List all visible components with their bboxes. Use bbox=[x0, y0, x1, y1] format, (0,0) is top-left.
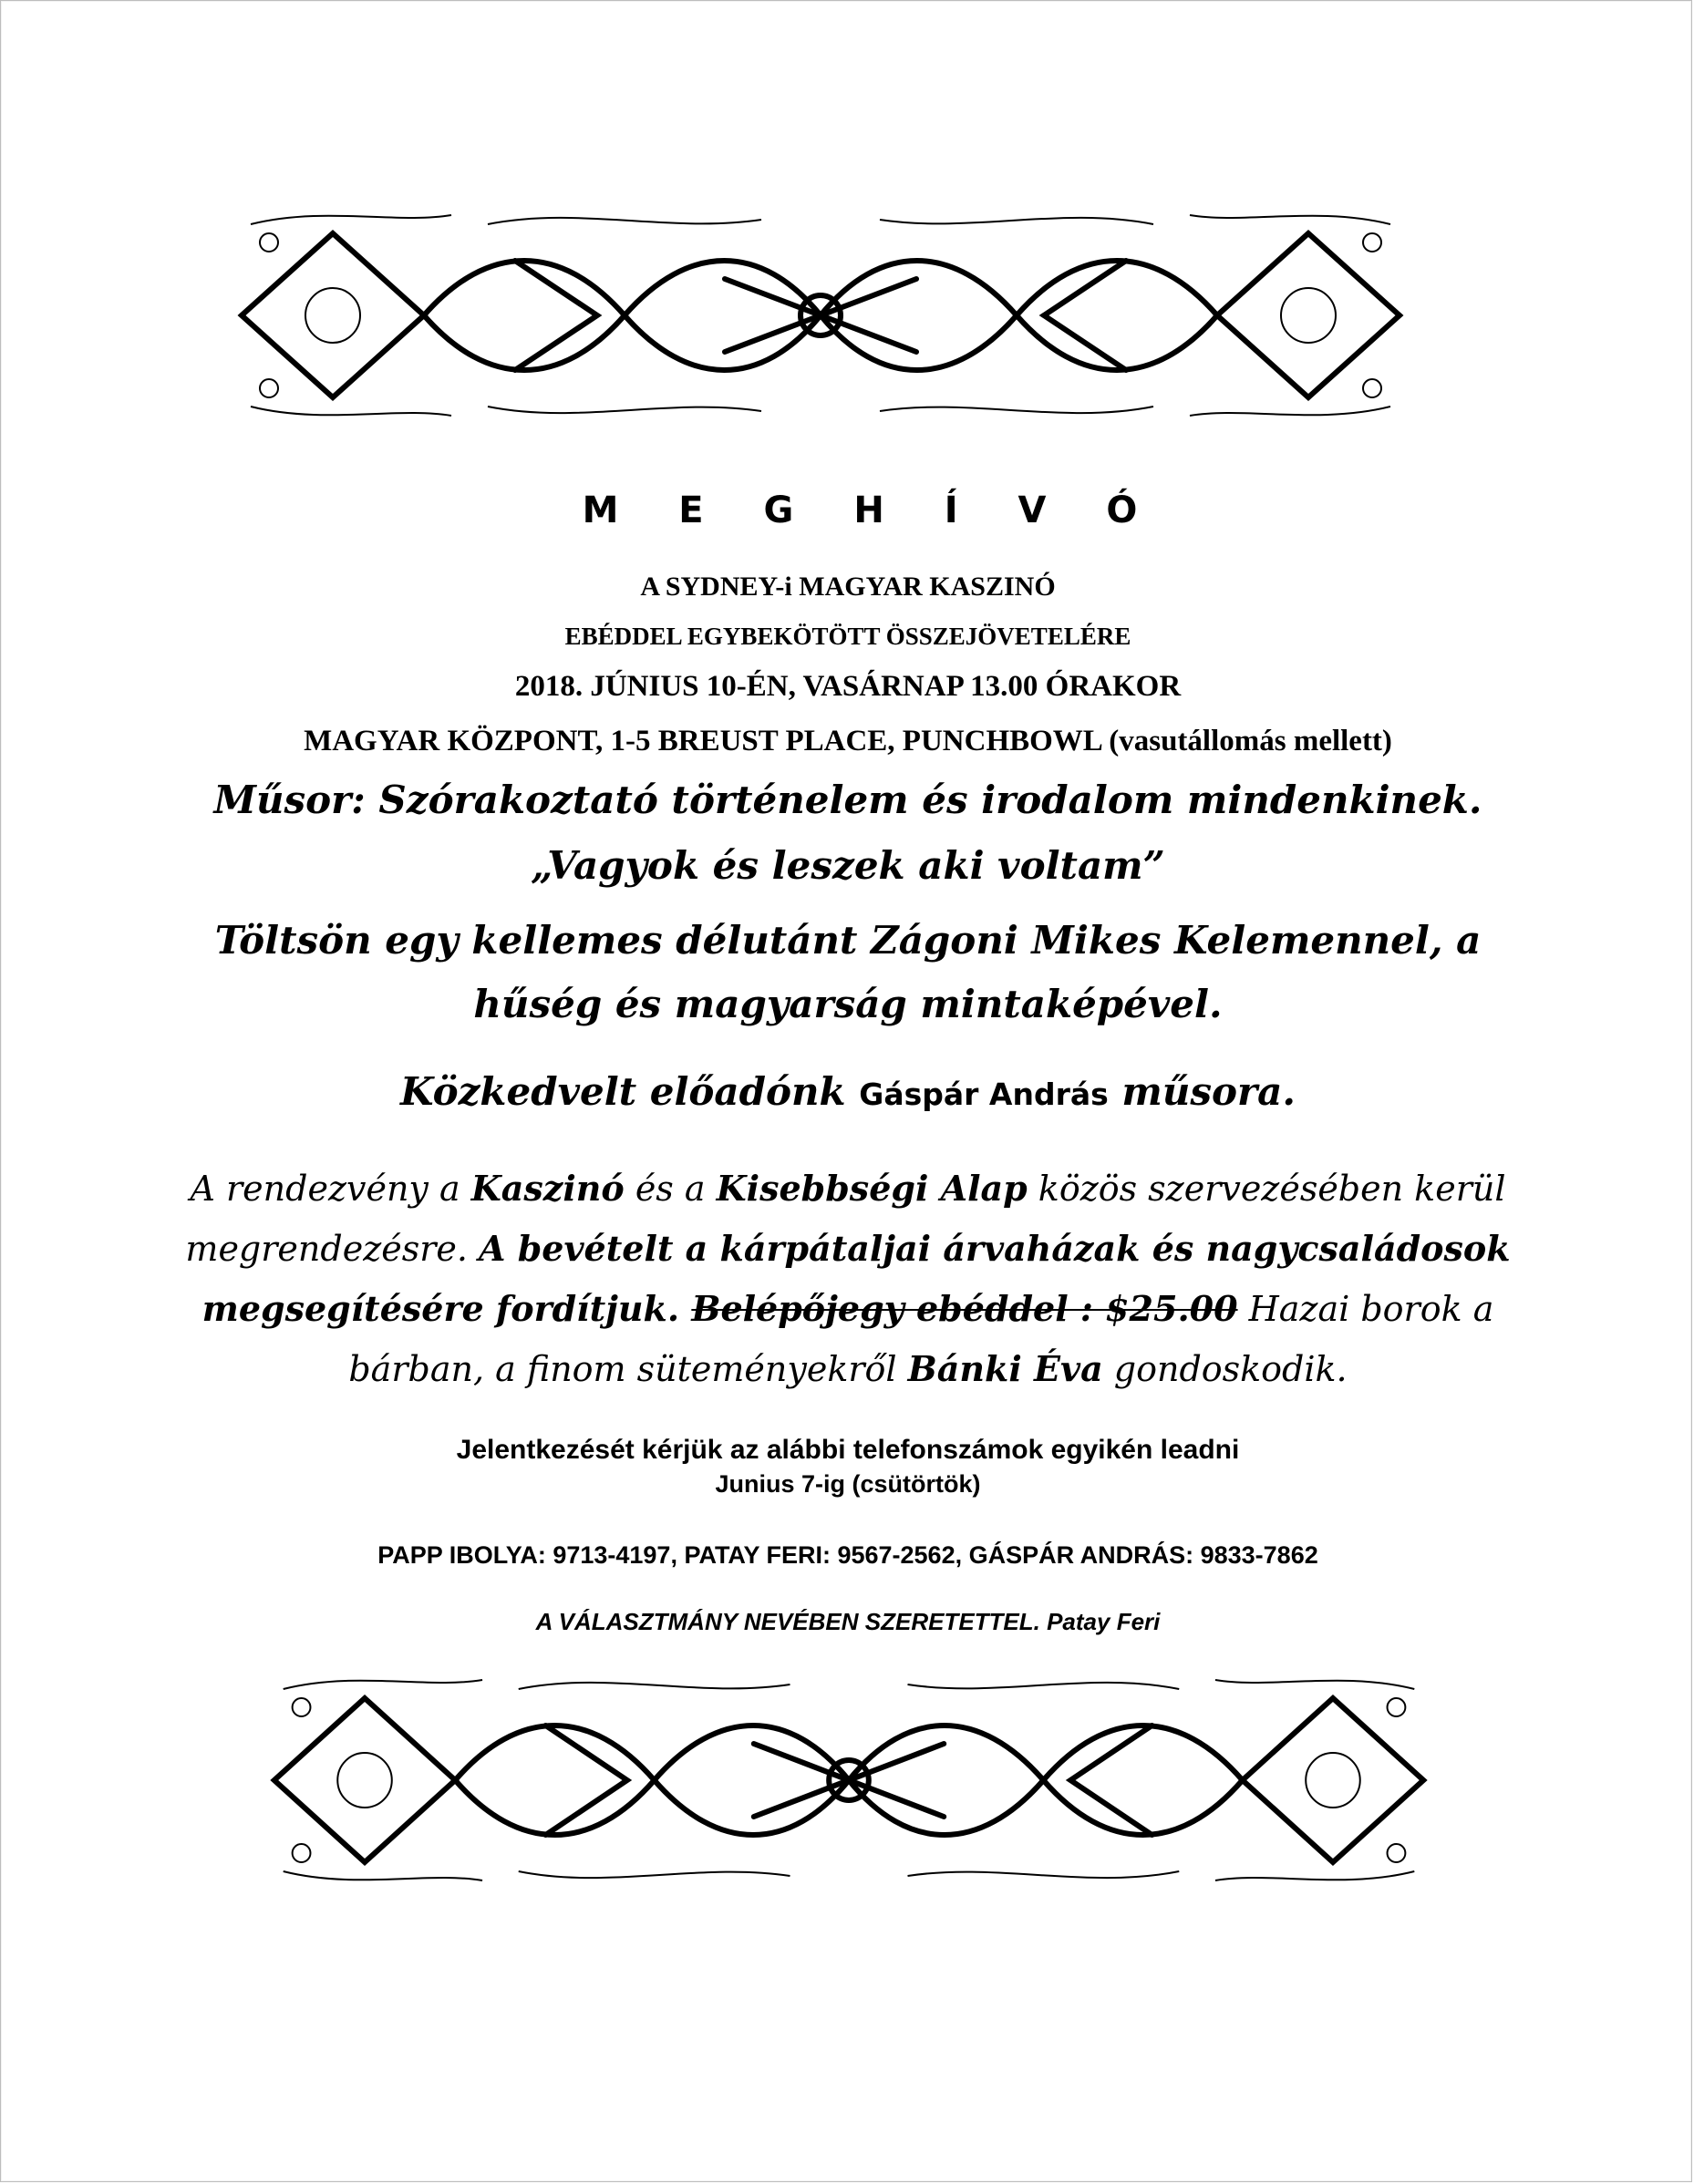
description-text: bárban, a finom süteményekről bbox=[348, 1349, 908, 1389]
description-line-4 bbox=[1, 1348, 1694, 1389]
celtic-knot-ornament-icon bbox=[214, 206, 1427, 425]
description-text: közös szervezésében kerül bbox=[1027, 1169, 1506, 1209]
signature: A VÁLASZTMÁNY NEVÉBEN SZERETETTEL. Patay Feri bbox=[535, 1608, 1161, 1635]
performer-post: műsora. bbox=[1108, 1069, 1296, 1114]
description-fund: Kisebbségi Alap bbox=[716, 1168, 1028, 1209]
description-text: Hazai borok a bbox=[1237, 1289, 1494, 1329]
performer-name: Gáspár András bbox=[859, 1077, 1109, 1112]
program-line-2: hűség és magyarság mintaképével. bbox=[473, 982, 1223, 1026]
performer-pre: Közkedvelt előadónk bbox=[399, 1069, 860, 1114]
header-line-venue: MAGYAR KÖZPONT, 1-5 BREUST PLACE, PUNCHBOWL (vasutállomás mellett) bbox=[304, 725, 1392, 757]
page-title: M E G H Í V Ó bbox=[582, 489, 1162, 531]
header-line-organizer: A SYDNEY-i MAGYAR KASZINÓ bbox=[640, 572, 1056, 602]
description-text: megrendezésre. bbox=[185, 1229, 480, 1269]
description-line-2 bbox=[1, 1228, 1694, 1269]
description-baker: Bánki Éva bbox=[907, 1348, 1103, 1389]
description-kaszino: Kaszinó bbox=[470, 1168, 625, 1209]
program-line-1: Töltsön egy kellemes délutánt Zágoni Mikes Kelemennel, a bbox=[214, 918, 1482, 963]
registration-deadline: Junius 7-ig (csütörtök) bbox=[715, 1470, 981, 1498]
performer-line bbox=[1, 1069, 1694, 1114]
program-quote: „Vagyok és leszek aki voltam” bbox=[531, 843, 1165, 888]
celtic-knot-ornament-icon bbox=[247, 1671, 1451, 1890]
ticket-price: Belépőjegy ebéddel : $25.00 bbox=[691, 1288, 1238, 1329]
header-line-event: EBÉDDEL EGYBEKÖTÖTT ÖSSZEJÖVETELÉRE bbox=[564, 623, 1131, 650]
header-line-date: 2018. JÚNIUS 10-ÉN, VASÁRNAP 13.00 ÓRAKOR bbox=[514, 670, 1182, 703]
registration-line: Jelentkezését kérjük az alábbi telefonszámok egyikén leadni bbox=[456, 1435, 1240, 1465]
description-text: és a bbox=[624, 1169, 717, 1209]
description-proceeds: A bevételt a kárpátaljai árvaházak és nagycsaládosok bbox=[479, 1228, 1511, 1269]
description-text: A rendezvény a bbox=[190, 1169, 471, 1209]
description-line-3 bbox=[1, 1288, 1694, 1329]
contact-phones: PAPP IBOLYA: 9713-4197, PATAY FERI: 9567-2562, GÁSPÁR ANDRÁS: 9833-7862 bbox=[377, 1541, 1318, 1569]
description-proceeds: megsegítésére fordítjuk. bbox=[201, 1288, 692, 1329]
description-text: gondoskodik. bbox=[1102, 1349, 1348, 1389]
description-line-1 bbox=[1, 1168, 1694, 1209]
program-title: Műsor: Szórakoztató történelem és irodalom mindenkinek. bbox=[213, 778, 1482, 822]
